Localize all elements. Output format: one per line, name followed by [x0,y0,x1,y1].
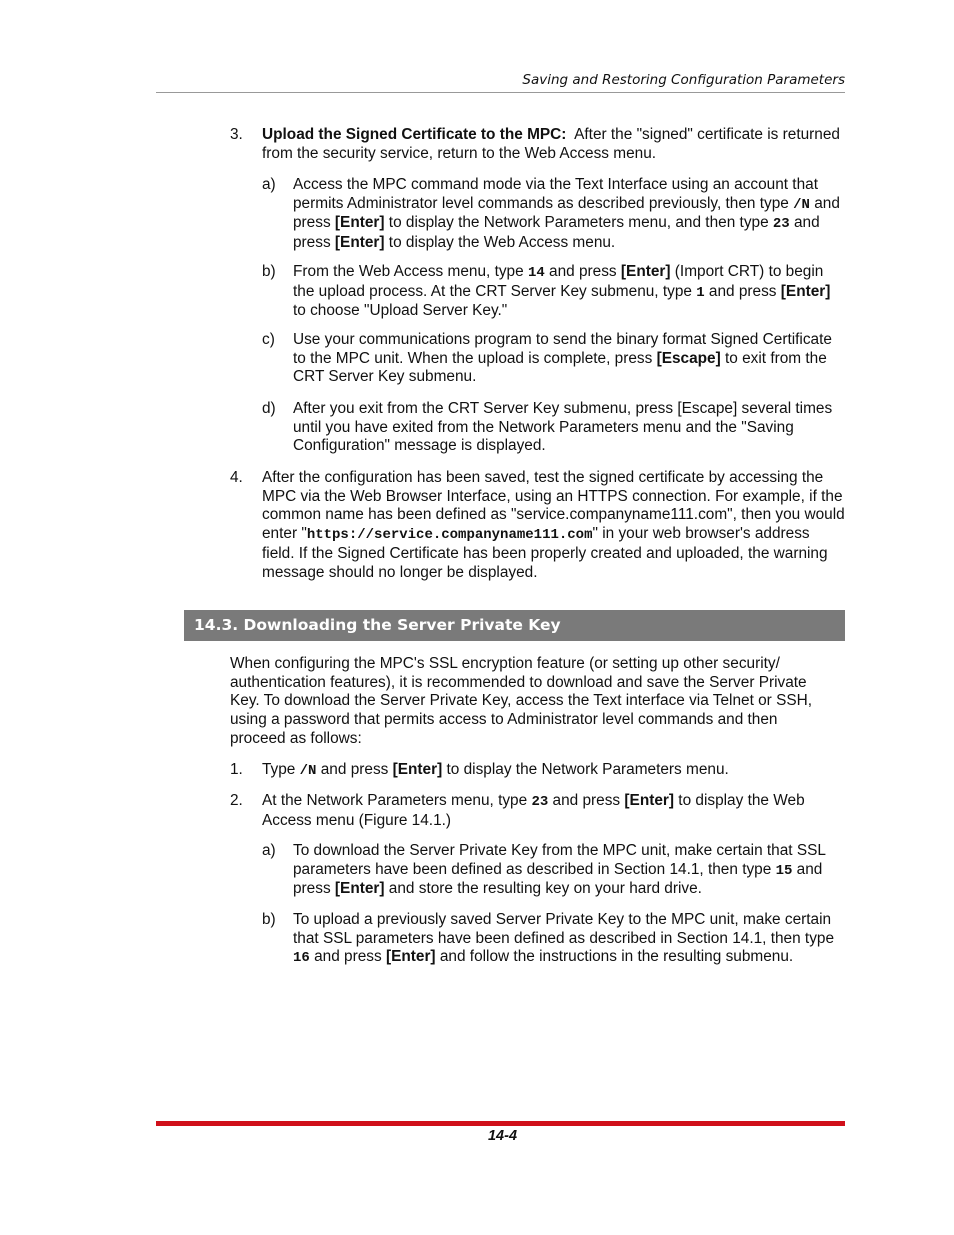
step-3-title: Upload the Signed Certificate to the MPC: [262,126,567,143]
dl1-code-1: /N [299,763,317,779]
dl2b-text-2: and press [309,948,386,966]
step-4-paragraph [262,469,846,582]
step-3a-key-2: [Enter] [334,234,385,252]
step-3b-text-5: to choose "Upload Server Key." [293,302,508,320]
dl2-text-1: At the Network Parameters menu, type [262,792,532,809]
step-3d-paragraph [293,400,849,456]
dl1-key-1: [Enter] [392,761,443,778]
step-3a-text-2: and press [293,194,840,232]
step-3d-text-1: After you exit from the CRT Server Key submenu, press [Escape] several times until you have exited from the Network Parameters menu and the "Saving Configuration" message is displayed. [293,400,833,455]
step-3-text: After the "signed" certificate is returned from the security service, return to the Web Access menu. [262,126,840,162]
dl2b-text-3: and follow the instructions in the resulting submenu. [435,948,794,966]
step-3a-text-3: to display the Network Parameters menu, and then type [384,214,773,232]
step-3c-key-1: [Escape] [656,349,721,367]
step-3a-code-1: /N [793,196,810,213]
step-3-number: 3. [230,126,243,143]
step-3b-text-1: From the Web Access menu, type [293,263,528,280]
header-divider [156,92,845,93]
dl2-key-1: [Enter] [624,792,675,809]
dl2-text-2: and press [548,792,625,809]
step-3b-key-1: [Enter] [620,263,671,280]
step-3b-text-2: and press [544,263,621,280]
download-step-2-paragraph [262,792,822,830]
step-3a-text-1: Access the MPC command mode via the Text Interface using an account that permits Administrator level commands as described previously, then type [293,176,818,212]
step-3c-paragraph [293,331,845,387]
dl2a-key-1: [Enter] [334,880,385,898]
section-intro: When configuring the MPC's SSL encryption feature (or setting up other security/ authentication features), it is recommended to download and save the Server Private Key. To download the Server Private Key, access the Text interface via Telnet or SSH, using a password that permits access to Administrator level commands and then proceed as follows: [230,655,813,747]
dl1-text-1: Type [262,761,300,778]
step-3d-label: d) [262,400,276,417]
dl2-text-3: to display the Web Access menu (Figure 14.1.) [262,792,805,829]
step-3c-label: c) [262,331,275,348]
download-step-2b-paragraph [293,911,849,968]
dl2b-code-1: 16 [293,950,310,967]
dl2a-text-3: and store the resulting key on your hard drive. [384,880,702,898]
step-3a-label: a) [262,176,276,193]
step-3b-label: b) [262,263,276,280]
step-3-paragraph [262,126,842,163]
download-step-1-number: 1. [230,761,243,778]
step-3b-text-4: and press [704,282,781,300]
step-3c-text-2: to exit from the CRT Server Key submenu. [293,349,827,386]
dl1-text-2: and press [316,761,393,778]
step-3a-paragraph [293,176,845,253]
step-3b-code-2: 1 [696,284,705,301]
step-4-text-1: After the configuration has been saved, test the signed certificate by accessing the MPC via the Web Browser Interface, using an HTTPS connection. For example, if the common name has been defined as "service.companyname111.com", then you would enter " [262,469,845,543]
dl1-text-3: to display the Network Parameters menu. [442,761,729,778]
dl2b-key-1: [Enter] [385,948,436,966]
step-3b-code-1: 14 [527,265,545,281]
step-4-number: 4. [230,469,243,486]
dl2a-text-2: and press [293,860,823,898]
step-3b-paragraph [293,263,845,321]
step-3b-key-2: [Enter] [780,282,831,300]
download-step-2-number: 2. [230,792,243,809]
dl2a-text-1: To download the Server Private Key from the MPC unit, make certain that SSL parameters have been defined as described in Section 14.1, then type [293,842,826,878]
step-3a-key-1: [Enter] [334,214,385,232]
dl2-code-1: 23 [531,794,549,810]
step-3a-text-5: to display the Web Access menu. [384,234,616,252]
section-title: 14.3. Downloading the Server Private Key [194,616,561,634]
dl2a-code-1: 15 [775,862,793,879]
step-3c-text-1: Use your communications program to send the binary format Signed Certificate to the MPC unit. When the upload is complete, press [293,331,832,367]
step-4-url: https://service.companyname111.com [306,527,593,544]
download-step-2b-label: b) [262,911,276,928]
download-step-2a-paragraph [293,842,845,899]
page-number: 14-4 [487,1128,518,1144]
download-step-2a-label: a) [262,842,276,859]
section-header-bar [184,610,845,641]
dl2b-text-1: To upload a previously saved Server Private Key to the MPC unit, make certain that SSL parameters have been defined as described in Section 14.1, then type [293,911,835,947]
step-3b-text-3: (Import CRT) to begin the upload process. At the CRT Server Key submenu, type [293,263,824,300]
step-4-text-2: " in your web browser's address field. If the Signed Certificate has been properly created and uploaded, the warning message should no longer be displayed. [262,525,828,581]
running-header: Saving and Restoring Configuration Parameters [522,72,845,88]
download-step-1-paragraph [262,761,846,781]
step-3a-code-2: 23 [772,216,790,233]
footer-rule [156,1121,845,1126]
step-3a-text-4: and press [293,214,820,252]
